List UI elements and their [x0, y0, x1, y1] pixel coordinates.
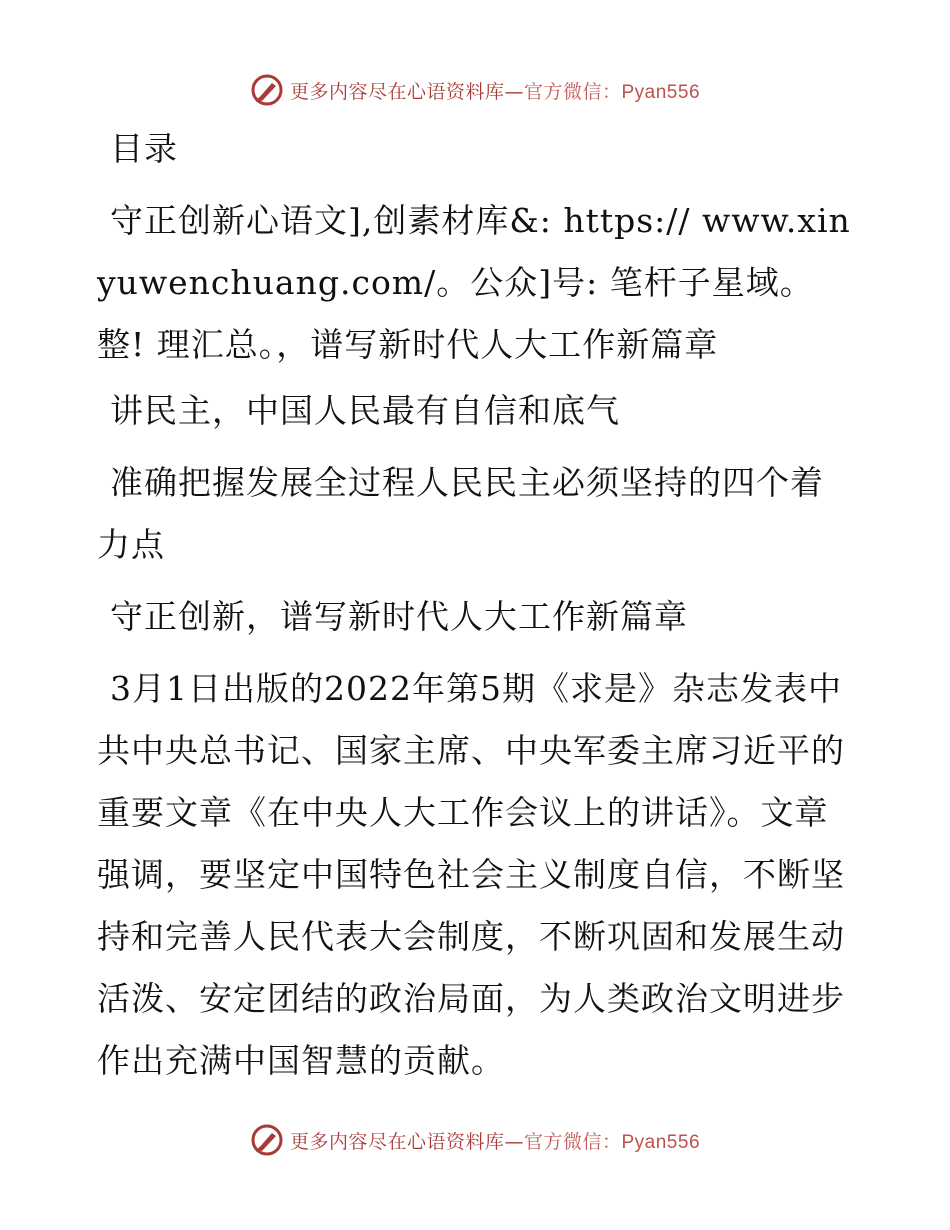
- toc-title: 目录: [110, 129, 178, 168]
- footer-dash: —: [504, 1130, 524, 1153]
- body-paragraph: 3月1日出版的2022年第5期《求是》杂志发表中共中央总书记、国家主席、中央军委主席习近平的重要文章《在中央人大工作会议上的讲话》。文章强调，要坚定中国特色社会主义制度自信，不断坚持和完善人民代表大会制度，不断巩固和发展生动活泼、安定团结的政治局面，为人类政治文明进步作出充满中国智慧的贡献。: [97, 669, 845, 1080]
- footer-wechat-label: 官方微信：: [523, 1130, 622, 1153]
- toc-item-3: 准确把握发展全过程人民民主必须坚持的四个着力点: [97, 463, 824, 564]
- footer-banner-text: [290, 1127, 700, 1154]
- toc-item-2: 讲民主，中国人民最有自信和底气: [110, 391, 620, 430]
- document-body: [97, 118, 857, 1092]
- pen-logo-icon: [250, 73, 284, 107]
- header-dash: —: [504, 80, 524, 103]
- header-wechat-handle: Pyan556: [621, 81, 701, 103]
- header-banner: [0, 70, 950, 110]
- header-site-text: 更多内容尽在心语资料库: [289, 80, 505, 103]
- pen-logo-icon: [250, 1123, 284, 1157]
- footer-wechat-handle: Pyan556: [621, 1131, 701, 1153]
- header-banner-text: [290, 77, 700, 104]
- footer-banner: [0, 1120, 950, 1160]
- footer-site-text: 更多内容尽在心语资料库: [289, 1130, 505, 1153]
- header-wechat-label: 官方微信：: [523, 80, 622, 103]
- section-title: 守正创新，谱写新时代人大工作新篇章: [110, 597, 688, 636]
- toc-item-1: 守正创新心语文],创素材库&: https:// www.xinyuwenchuang.com/。公众]号: 笔杆子星域。整! 理汇总。，谱写新时代人大工作新篇章: [97, 201, 851, 364]
